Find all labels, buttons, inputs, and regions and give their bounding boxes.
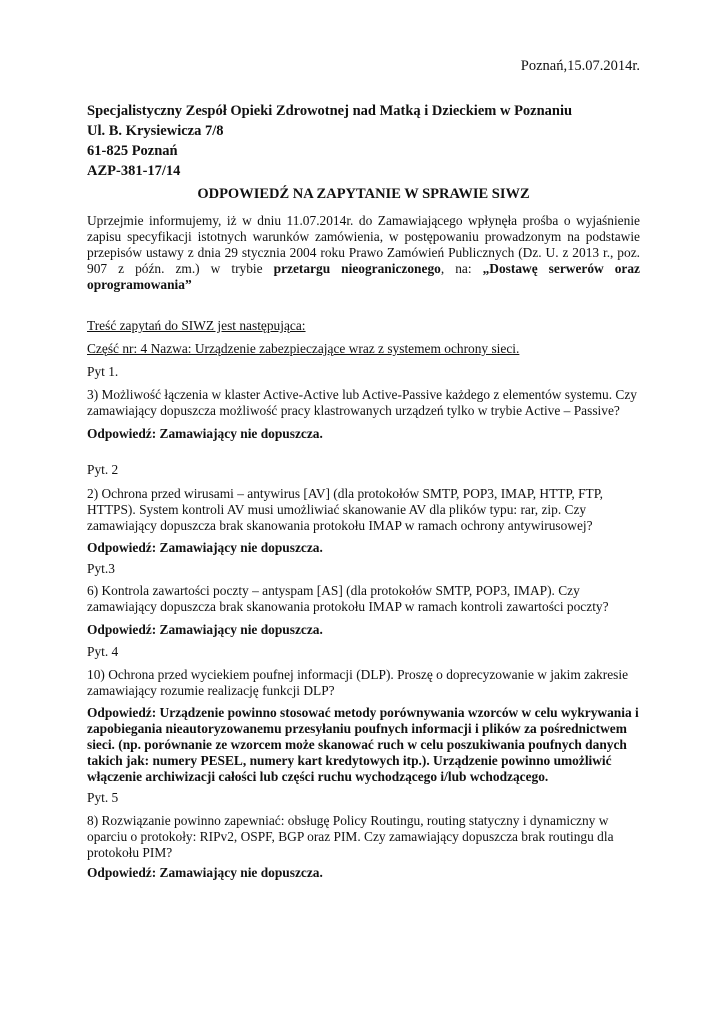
street-address: Ul. B. Krysiewicza 7/8 (87, 123, 224, 139)
answer-text: Odpowiedź: Zamawiający nie dopuszcza. (87, 622, 323, 637)
intro-paragraph (87, 213, 640, 293)
question-label: Pyt.3 (87, 561, 115, 576)
answer-text: Odpowiedź: Zamawiający nie dopuszcza. (87, 865, 323, 880)
procurement-subject: „Dostawę serwerów oraz oprogramowania” (87, 261, 640, 292)
answer-text: Odpowiedź: Urządzenie powinno stosować metody porównywania wzorców w celu wykrywania i zapobiegania nieautoryzowanemu przesyłaniu poufnych informacji i plików za pośrednictwem sieci. (np. porównanie ze wzorcem może skanować ruch w celu poszukiwania poufnych danych takich jak: numery PESEL, numery kart kredytowych itp.). Urządzenie powinno umożliwić włączenie archiwizacji całości lub części ruchu wychodzącego i/lub wchodzącego. (87, 705, 639, 784)
intro-text: Uprzejmie informujemy, iż w dniu 11.07.2014r. do Zamawiającego wpłynęła prośba o wyjaśnienie zapisu specyfikacji istotnych warunków zamówienia, w postępowaniu prowadzonym na podstawie przepisów ustawy z dnia 29 stycznia 2004 roku Prawo Zamówień Publicznych (Dz. U. z 2013 r., poz. 907 z późn. zm.) w trybie (87, 213, 640, 276)
answer-text: Odpowiedź: Zamawiający nie dopuszcza. (87, 540, 323, 555)
question-label: Pyt. 2 (87, 462, 119, 477)
question-text: 6) Kontrola zawartości poczty – antyspam [AS] (dla protokołów SMTP, POP3, IMAP). Czy zamawiający dopuszcza brak skanowania protokołu IMAP w ramach kontroli zawartości poczty? (87, 583, 609, 614)
intro-mid: , na: (440, 261, 483, 276)
document-date: Poznań,15.07.2014r. (520, 58, 640, 74)
section-heading: Treść zapytań do SIWZ jest następująca: (87, 318, 306, 333)
procedure-mode: przetargu nieograniczonego (273, 261, 441, 276)
question-text: 3) Możliwość łączenia w klaster Active-Active lub Active-Passive każdego z elementów systemu. Czy zamawiający dopuszcza możliwość pracy klastrowanych urządzeń tylko w trybie Active – Passive? (87, 387, 637, 418)
city-postal: 61-825 Poznań (87, 143, 178, 159)
question-text: 8) Rozwiązanie powinno zapewniać: obsługę Policy Routingu, routing statyczny i dynamiczny w oparciu o protokoły: RIPv2, OSPF, BGP oraz PIM. Czy zamawiający dopuszcza brak routingu dla protokołu PIM? (87, 813, 614, 860)
answer-text: Odpowiedź: Zamawiający nie dopuszcza. (87, 426, 323, 441)
part-heading: Część nr: 4 Nazwa: Urządzenie zabezpieczające wraz z systemem ochrony sieci. (87, 341, 520, 356)
addressee-block (87, 101, 572, 181)
org-name: Specjalistyczny Zespół Opieki Zdrowotnej nad Matką i Dzieckiem w Poznaniu (87, 103, 573, 119)
question-label: Pyt 1. (87, 364, 119, 379)
reference-number: AZP-381-17/14 (87, 163, 181, 179)
question-text: 2) Ochrona przed wirusami – antywirus [AV] (dla protokołów SMTP, POP3, IMAP, HTTP, FTP, HTTPS). System kontroli AV musi umożliwiać skanowanie AV dla plików typu: rar, zip. Czy zamawiający dopuszcza brak skanowania protokołu IMAP w ramach ochrony antywirusowej? (87, 486, 604, 533)
question-text: 10) Ochrona przed wyciekiem poufnej informacji (DLP). Proszę o doprecyzowanie w jakim zakresie zamawiający rozumie realizację funkcji DLP? (87, 667, 629, 698)
document-title: ODPOWIEDŹ NA ZAPYTANIE W SPRAWIE SIWZ (197, 186, 530, 202)
question-label: Pyt. 4 (87, 644, 119, 659)
question-label: Pyt. 5 (87, 790, 119, 805)
